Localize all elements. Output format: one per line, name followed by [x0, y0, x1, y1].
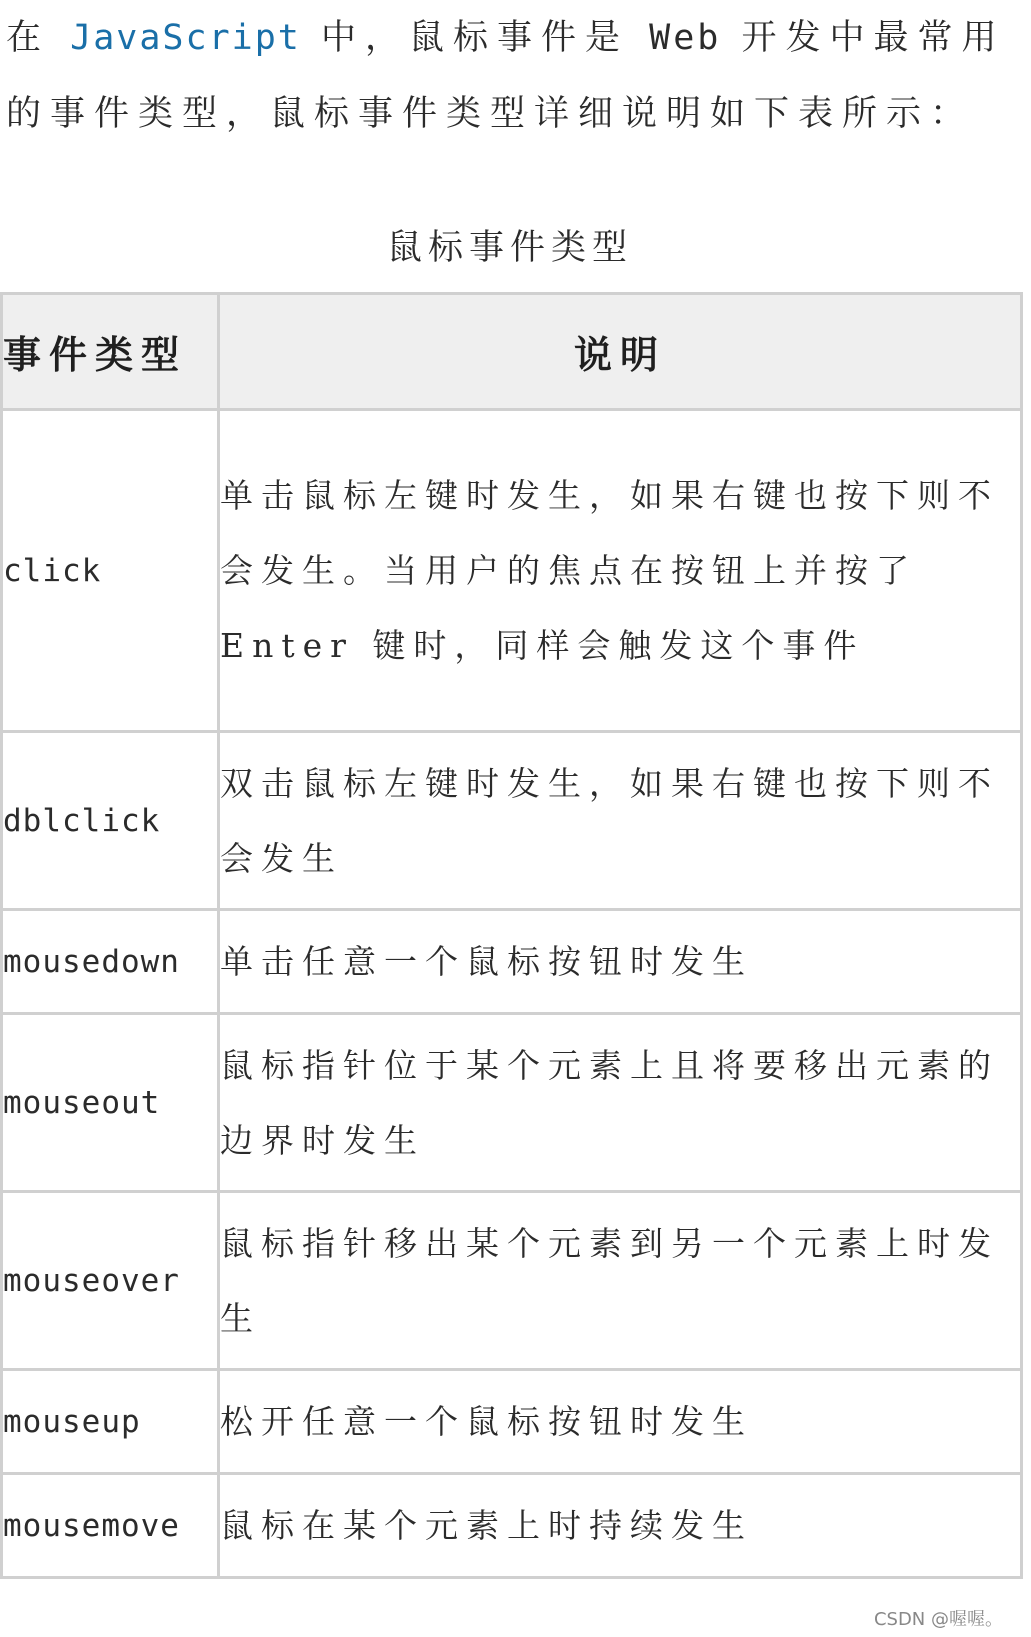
- table-caption: 鼠标事件类型: [386, 228, 633, 268]
- javascript-term: JavaScript: [70, 18, 301, 58]
- header-description: 说明: [219, 294, 1022, 410]
- event-description-cell: 双击鼠标左键时发生，如果右键也按下则不会发生: [219, 732, 1022, 910]
- intro-text-middle: 中，鼠标事件是: [300, 18, 650, 58]
- table-row: [2, 732, 1022, 910]
- table-row: [2, 910, 1022, 1014]
- table-row: [2, 1370, 1022, 1474]
- event-type-cell: mousemove: [2, 1474, 219, 1578]
- event-description-cell: 鼠标指针移出某个元素到另一个元素上时发生: [219, 1192, 1022, 1370]
- table-row: [2, 1474, 1022, 1578]
- event-description-cell: 单击任意一个鼠标按钮时发生: [219, 910, 1022, 1014]
- event-type-cell: mouseover: [2, 1192, 219, 1370]
- web-term: Web: [649, 18, 722, 58]
- event-type-cell: click: [2, 410, 219, 732]
- event-description-cell: 松开任意一个鼠标按钮时发生: [219, 1370, 1022, 1474]
- csdn-watermark: CSDN @喔喔。: [873, 1609, 1003, 1630]
- table-header-row: [2, 294, 1022, 410]
- intro-paragraph: [6, 0, 1021, 152]
- event-description-cell: 鼠标指针位于某个元素上且将要移出元素的边界时发生: [219, 1014, 1022, 1192]
- event-description-cell: 鼠标在某个元素上时持续发生: [219, 1474, 1022, 1578]
- event-type-cell: dblclick: [2, 732, 219, 910]
- intro-text-before: 在: [6, 18, 71, 58]
- intro-text-after: 开发中最常用的事件类型，鼠标事件类型详细说明如下表所示：: [6, 18, 1006, 134]
- event-type-cell: mousedown: [2, 910, 219, 1014]
- table-row: [2, 1192, 1022, 1370]
- table-row: [2, 1014, 1022, 1192]
- mouse-events-table: [0, 292, 1023, 1579]
- header-event-type: 事件类型: [2, 294, 219, 410]
- event-description-cell: 单击鼠标左键时发生，如果右键也按下则不会发生。当用户的焦点在按钮上并按了 Enter 键时，同样会触发这个事件: [219, 410, 1022, 732]
- event-type-cell: mouseup: [2, 1370, 219, 1474]
- table-row: [2, 410, 1022, 732]
- event-type-cell: mouseout: [2, 1014, 219, 1192]
